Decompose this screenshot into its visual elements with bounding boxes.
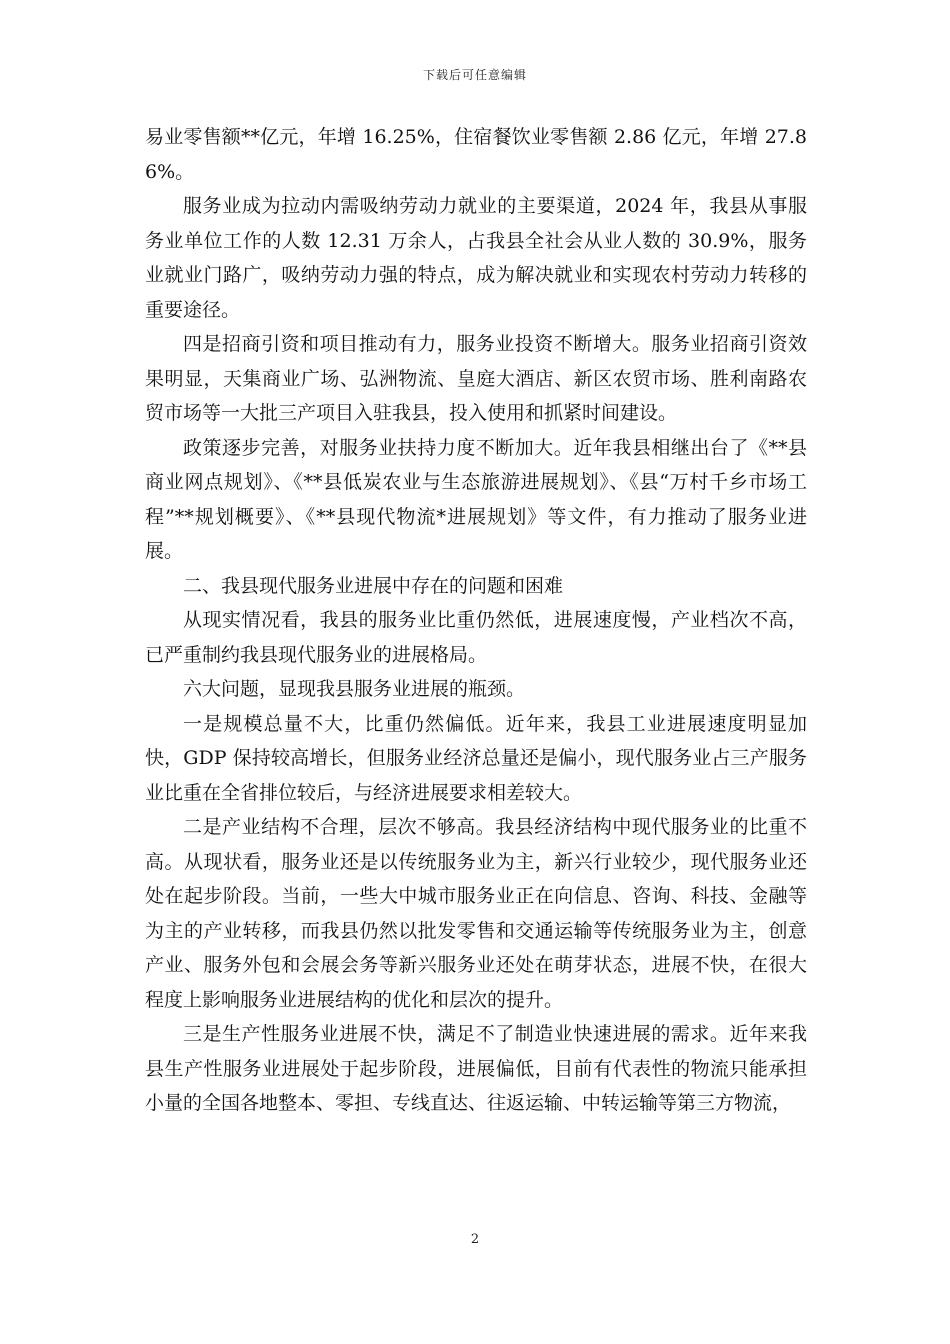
section-heading: 二、我县现代服务业进展中存在的问题和困难 xyxy=(183,574,564,597)
paragraph: 从现实情况看，我县的服务业比重仍然低，进展速度慢，产业档次不高，已严重制约我县现代服务业的进展格局。 xyxy=(145,609,807,666)
paragraph: 服务业成为拉动内需吸纳劳动力就业的主要渠道，2024 年，我县从事服务业单位工作的人数 12.31 万余人，占我县全社会从业人数的 30.9%，服务业就业门路广，吸纳劳动力强的特点，成为解决就业和实现农村劳动力转移的重要途径。 xyxy=(145,195,807,321)
paragraph: 一是规模总量不大，比重仍然偏低。近年来，我县工业进展速度明显加快，GDP 保持较高增长，但服务业经济总量还是偏小，现代服务业占三产服务业比重在全省排位较后，与经济进展要求相差较大。 xyxy=(145,712,807,804)
paragraph: 六大问题，显现我县服务业进展的瓶颈。 xyxy=(183,678,526,700)
page-number: 2 xyxy=(470,1232,480,1247)
paragraph: 四是招商引资和项目推动有力，服务业投资不断增大。服务业招商引资效果明显，天集商业广场、弘洲物流、皇庭大酒店、新区农贸市场、胜利南路农贸市场等一大批三产项目入驻我县，投入使用和抓紧时间建设。 xyxy=(145,333,807,424)
header-note: 下载后可任意编辑 xyxy=(422,68,527,82)
paragraph: 政策逐步完善，对服务业扶持力度不断加大。近年我县相继出台了《**县商业网点规划》、《**县低炭农业与生态旅游进展规划》、《县“万村千乡市场工程”**规划概要》、《**县现代物流*进展规划》等文件，有力推动了服务业进展。 xyxy=(145,436,807,562)
paragraph: 易业零售额**亿元，年增 16.25%，住宿餐饮业零售额 2.86 亿元，年增 27.86%。 xyxy=(145,126,807,183)
paragraph: 三是生产性服务业进展不快，满足不了制造业快速进展的需求。近年来我县生产性服务业进展处于起步阶段，进展偏低，目前有代表性的物流只能承担小量的全国各地整本、零担、专线直达、往返运输、中转运输等第三方物流， xyxy=(145,1023,807,1114)
paragraph: 二是产业结构不合理，层次不够高。我县经济结构中现代服务业的比重不高。从现状看，服务业还是以传统服务业为主，新兴行业较少，现代服务业还处在起步阶段。当前，一些大中城市服务业正在向信息、咨询、科技、金融等为主的产业转移，而我县仍然以批发零售和交通运输等传统服务业为主，创意产业、服务外包和会展会务等新兴服务业还处在萌芽状态，进展不快，在很大程度上影响服务业进展结构的优化和层次的提升。 xyxy=(145,816,807,1011)
document-body xyxy=(145,120,807,1121)
